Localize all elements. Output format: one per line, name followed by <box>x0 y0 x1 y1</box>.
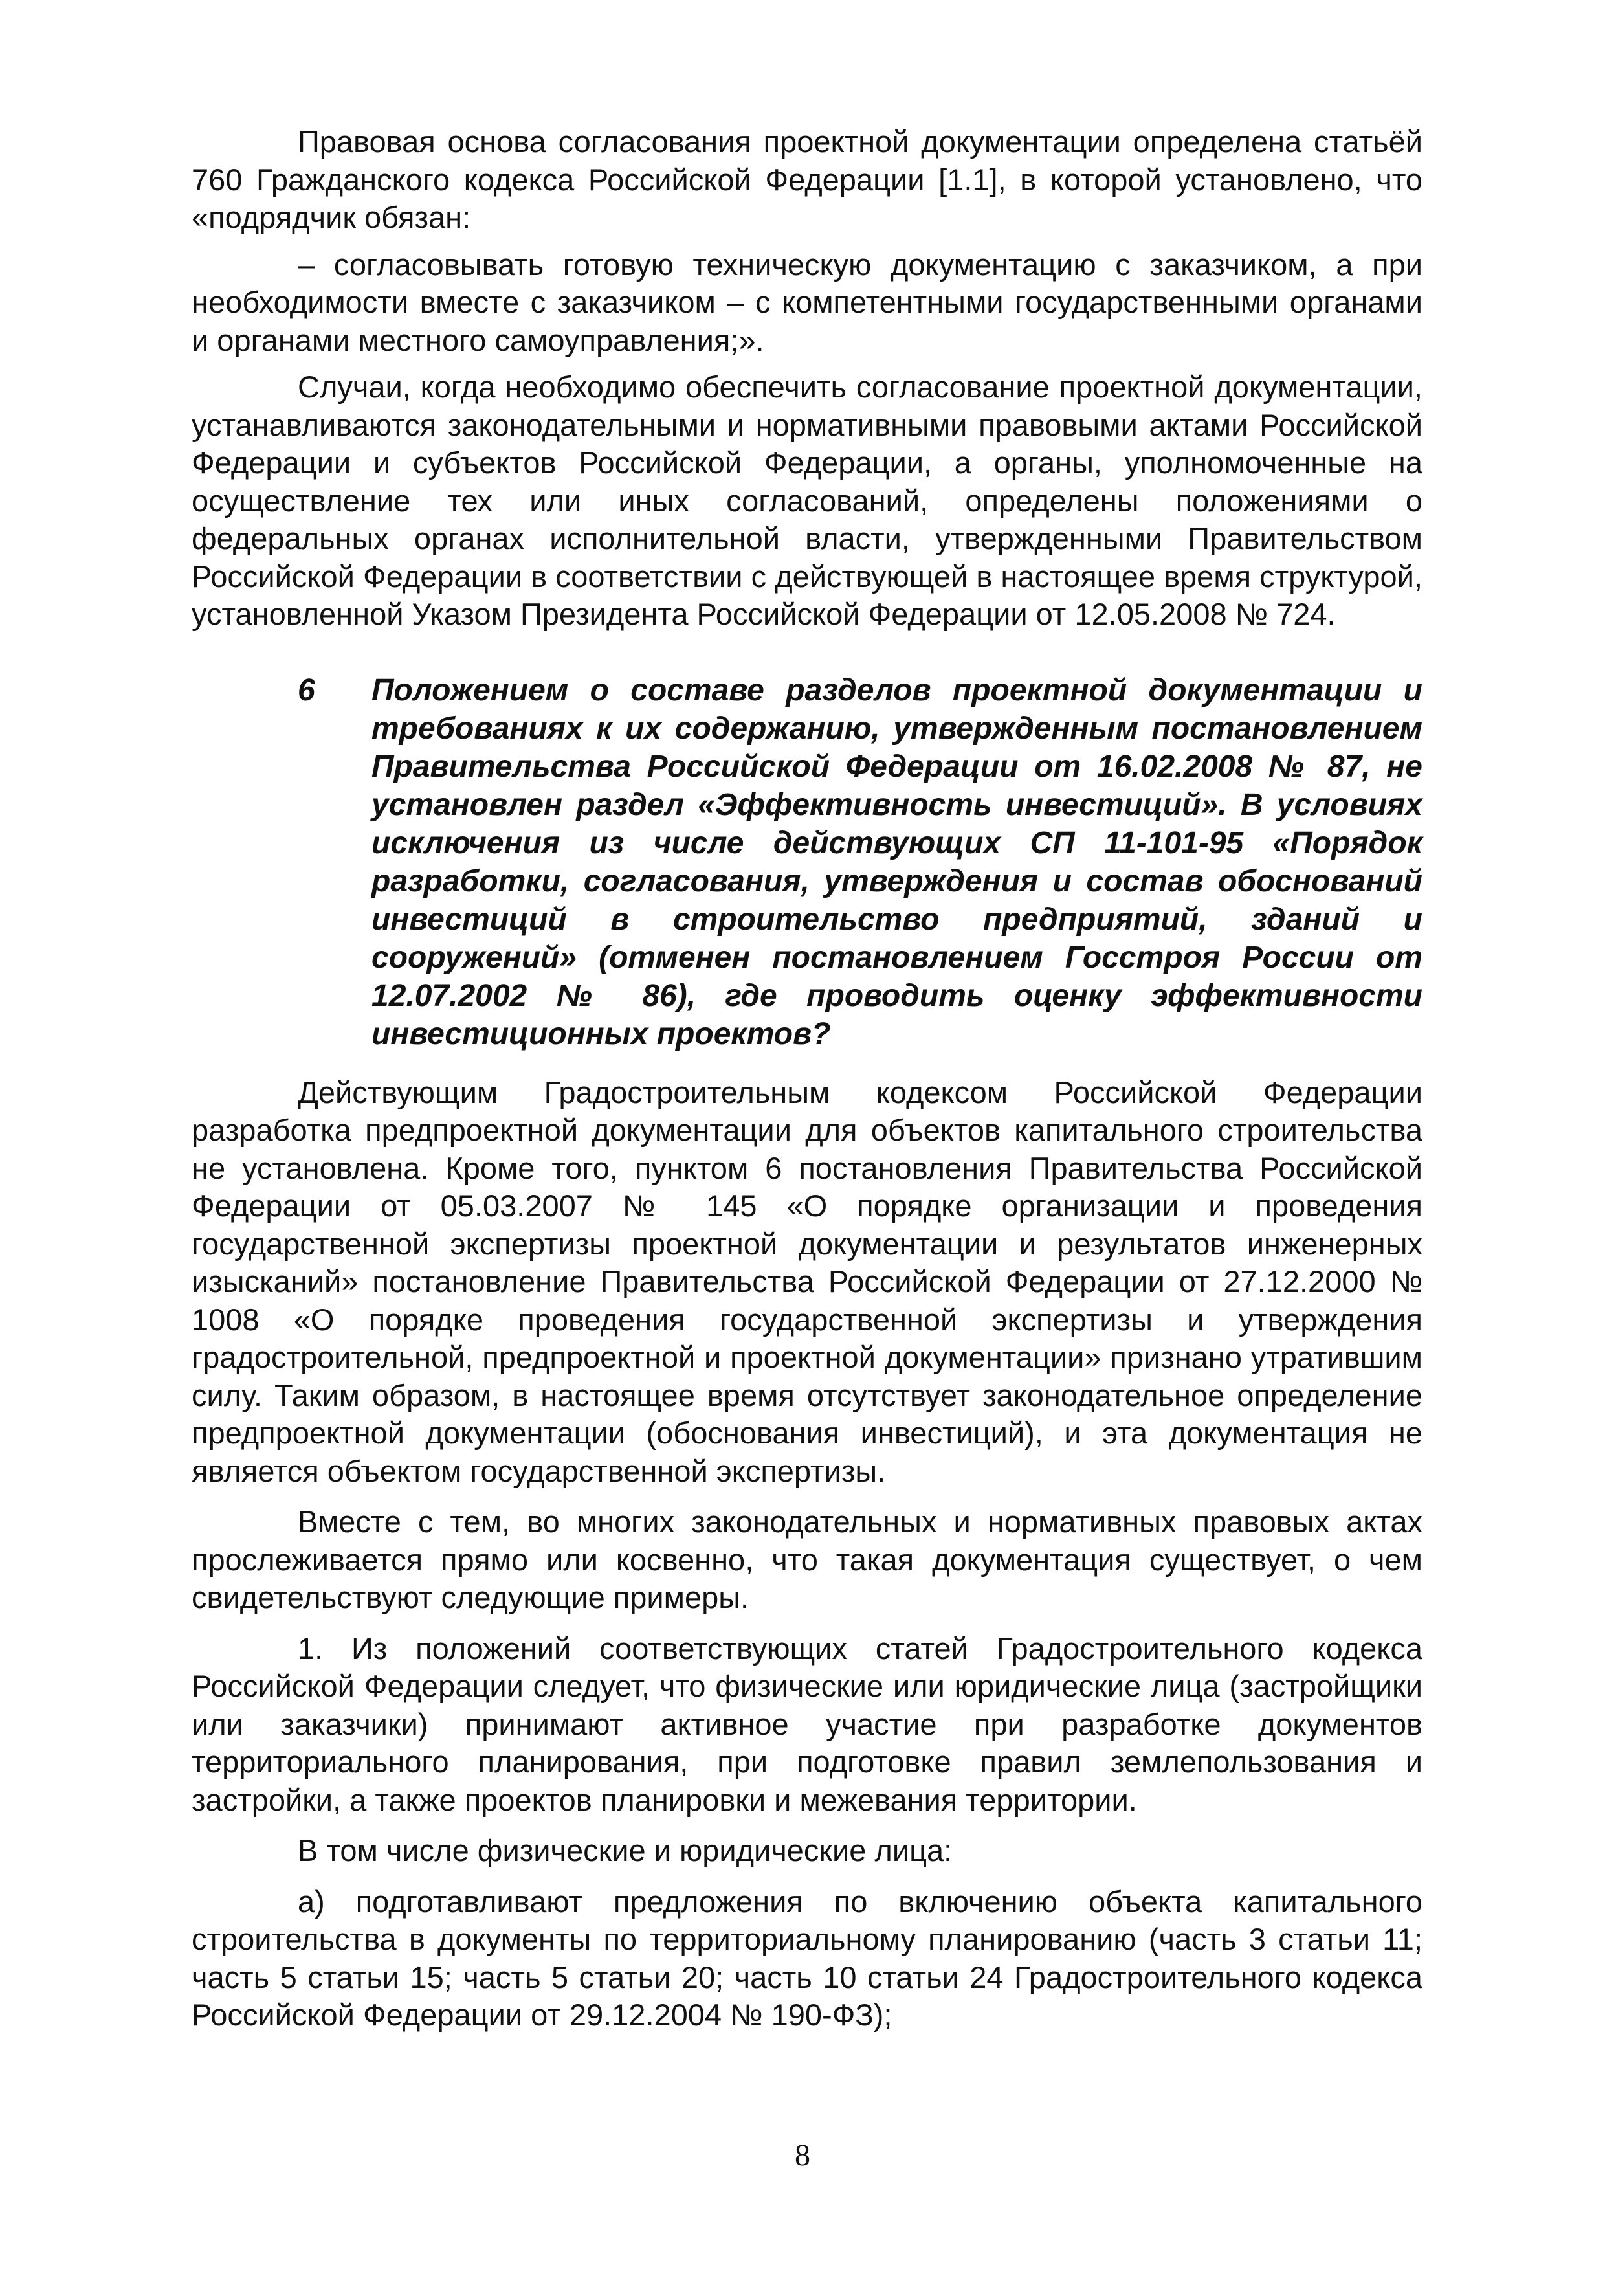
paragraph-answer-intro: Действующим Градостроительным кодексом Российской Федерации разработка предпроектной документации для объектов капитального строительства не установлена. Кроме того, пунктом 6 постановления Правительства Российской Федерации от 05.03.2007 № 145 «О порядке организации и проведения государственной экспертизы проектной документации и результатов инженерных изысканий» постановление Правительства Российской Федерации от 27.12.2000 № 1008 «О порядке проведения государственной экспертизы и утверждения градостроительной, предпроектной и проектной документации» признано утратившим силу. Таким образом, в настоящее время отсутствует законодательное определение предпроектной документации (обоснования инвестиций), и эта документация не является объектом государственной экспертизы. <box>192 1075 1422 1488</box>
paragraph-item-a: а) подготавливают предложения по включению объекта капитального строительства в документы по территориальному планированию (часть 3 статьи 11; часть 5 статьи 15; часть 5 статьи 20; часть 10 статьи 24 Градостроительного кодекса Российской Федерации от 29.12.2004 № 190-ФЗ); <box>192 1884 1422 2032</box>
paragraph-contractor-obligation: – согласовывать готовую техническую документацию с заказчиком, а при необходимости вместе с заказчиком – с компетентными государственными органами и органами местного самоуправления;». <box>192 247 1422 357</box>
paragraph-persons-intro: В том числе физические и юридические лица: <box>298 1833 953 1867</box>
question-block <box>192 671 1422 1053</box>
question-number: 6 <box>298 673 315 708</box>
page-number: 8 <box>795 2138 810 2172</box>
question-text: Положением о составе разделов проектной документации и требованиях к их содержанию, утвержденным постановлением Правительства Российской Федерации от 16.02.2008 № 87, не установлен раздел «Эффективность инвестиций». В условиях исключения из числе действующих СП 11-101-95 «Порядок разработки, согласования, утверждения и состав обоснований инвестиций в строительство предприятий, зданий и сооружений» (отменен постановлением Госстроя России от 12.07.2002 № 86), где проводить оценку эффективности инвестиционных проектов? <box>371 673 1422 1051</box>
paragraph-answer-examples: Вместе с тем, во многих законодательных и нормативных правовых актах прослеживается прямо или косвенно, что такая документация существует, о чем свидетельствуют следующие примеры. <box>192 1504 1422 1614</box>
paragraph-approval-cases: Случаи, когда необходимо обеспечить согласование проектной документации, устанавливаются законодательными и нормативными правовыми актами Российской Федерации и субъектов Российской Федерации, а органы, уполномоченные на осуществление тех или иных согласований, определены положениями о федеральных органах исполнительной власти, утвержденными Правительством Российской Федерации в соответствии с действующей в настоящее время структурой, установленной Указом Президента Российской Федерации от 12.05.2008 № 724. <box>192 370 1422 631</box>
paragraph-example-1: 1. Из положений соответствующих статей Градостроительного кодекса Российской Федерации следует, что физические или юридические лица (застройщики или заказчики) принимают активное участие при разработке документов территориального планирования, при подготовке правил землепользования и застройки, а также проектов планировки и межевания территории. <box>192 1631 1422 1817</box>
paragraph-legal-basis: Правовая основа согласования проектной документации определена статьёй 760 Гражданского кодекса Российской Федерации [1.1], в которой установлено, что «подрядчик обязан: <box>192 124 1422 234</box>
document-page <box>192 123 1422 2034</box>
